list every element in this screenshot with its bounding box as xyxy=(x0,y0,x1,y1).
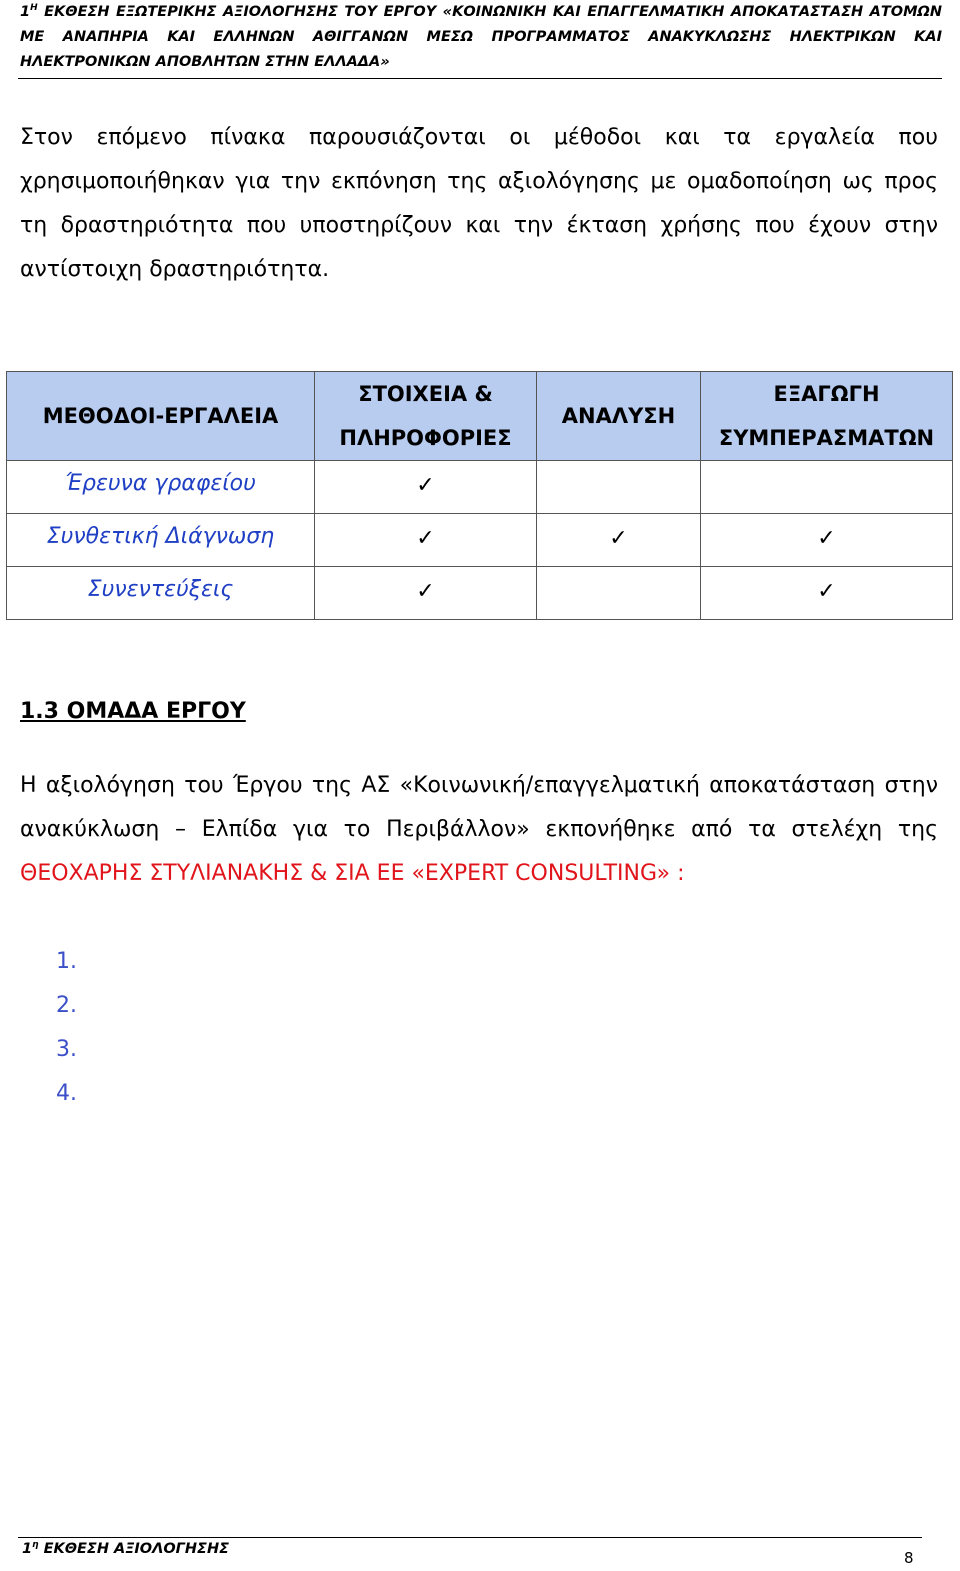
list-item: 3. xyxy=(56,1037,77,1062)
footer-ordinal: 1 xyxy=(22,1541,33,1557)
data-cell xyxy=(315,567,537,620)
list-item: 2. xyxy=(56,993,77,1018)
conclusions-cell xyxy=(701,514,953,567)
check-icon: ✓ xyxy=(416,472,435,498)
team-member-list xyxy=(56,940,77,1116)
page-header xyxy=(20,0,942,75)
table-row xyxy=(7,461,953,514)
analysis-cell xyxy=(537,514,701,567)
conclusions-cell xyxy=(701,461,953,514)
list-item: 4. xyxy=(56,1081,77,1106)
page-number: 8 xyxy=(904,1549,914,1567)
intro-paragraph: Στον επόμενο πίνακα παρουσιάζονται οι μέθοδοι και τα εργαλεία που χρησιμοποιήθηκαν για την εκπόνηση της αξιολόγησης με ομαδοποίηση ως προς τη δραστηριότητα που υποστηρίζουν και την έκταση χρήσης που έχουν στην αντίστοιχη δραστηριότητα. xyxy=(20,125,938,282)
analysis-cell xyxy=(537,461,701,514)
footer-ordinal-sup: η xyxy=(32,1540,39,1551)
team-paragraph xyxy=(20,764,938,896)
table-row xyxy=(7,514,953,567)
data-cell xyxy=(315,514,537,567)
company-name: ΘΕΟΧΑΡΗΣ ΣΤΥΛΙΑΝΑΚΗΣ & ΣΙΑ ΕΕ «EXPERT CONSULTING» : xyxy=(20,861,685,886)
header-divider xyxy=(18,78,942,79)
check-icon: ✓ xyxy=(817,525,836,551)
table-header-row xyxy=(7,372,953,461)
method-name: Συνεντεύξεις xyxy=(87,577,234,602)
check-icon: ✓ xyxy=(416,525,435,551)
method-cell xyxy=(7,514,315,567)
check-icon: ✓ xyxy=(609,525,628,551)
check-icon: ✓ xyxy=(416,578,435,604)
list-item: 1. xyxy=(56,949,77,974)
footer-title: ΕΚΘΕΣΗ ΑΞΙΟΛΟΓΗΣΗΣ xyxy=(38,1541,229,1557)
methods-table xyxy=(6,371,953,620)
analysis-cell xyxy=(537,567,701,620)
method-name: Συνθετική Διάγνωση xyxy=(46,524,275,549)
data-cell xyxy=(315,461,537,514)
header-conclusions: ΕΞΑΓΩΓΗ ΣΥΜΠΕΡΑΣΜΑΤΩΝ xyxy=(701,372,953,461)
table-row xyxy=(7,567,953,620)
check-icon: ✓ xyxy=(817,578,836,604)
header-ordinal-sup: Η xyxy=(30,3,38,14)
header-analysis: ΑΝΑΛΥΣΗ xyxy=(537,372,701,461)
method-cell xyxy=(7,461,315,514)
method-name: Έρευνα γραφείου xyxy=(65,471,256,496)
method-cell xyxy=(7,567,315,620)
conclusions-cell xyxy=(701,567,953,620)
section-title: 1.3 ΟΜΑΔΑ ΕΡΓΟΥ xyxy=(20,699,246,724)
header-title: ΕΚΘΕΣΗ ΕΞΩΤΕΡΙΚΗΣ ΑΞΙΟΛΟΓΗΣΗΣ ΤΟΥ ΕΡΓΟΥ «ΚΟΙΝΩΝΙΚΗ ΚΑΙ ΕΠΑΓΓΕΛΜΑΤΙΚΗ ΑΠΟΚΑΤΑΣΤΑΣΗ ΑΤΟΜΩΝ ΜΕ ΑΝΑΠΗΡΙΑ ΚΑΙ ΕΛΛΗΝΩΝ ΑΘΙΓΓΑΝΩΝ ΜΕΣΩ ΠΡΟΓΡΑΜΜΑΤΟΣ ΑΝΑΚΥΚΛΩΣΗΣ ΗΛΕΚΤΡΙΚΩΝ ΚΑΙ ΗΛΕΚΤΡΟΝΙΚΩΝ ΑΠΟΒΛΗΤΩΝ ΣΤΗΝ ΕΛΛΑΔΑ» xyxy=(20,4,942,70)
header-methods: ΜΕΘΟΔΟΙ-ΕΡΓΑΛΕΙΑ xyxy=(7,372,315,461)
header-data-info: ΣΤΟΙΧΕΙΑ & ΠΛΗΡΟΦΟΡΙΕΣ xyxy=(315,372,537,461)
header-ordinal: 1 xyxy=(20,4,31,20)
page-footer xyxy=(22,1538,229,1560)
team-paragraph-text: Η αξιολόγηση του Έργου της ΑΣ «Κοινωνική/επαγγελματική αποκατάσταση στην ανακύκλωση – Ελπίδα για το Περιβάλλον» εκπονήθηκε από τα στελέχη της xyxy=(20,773,938,842)
